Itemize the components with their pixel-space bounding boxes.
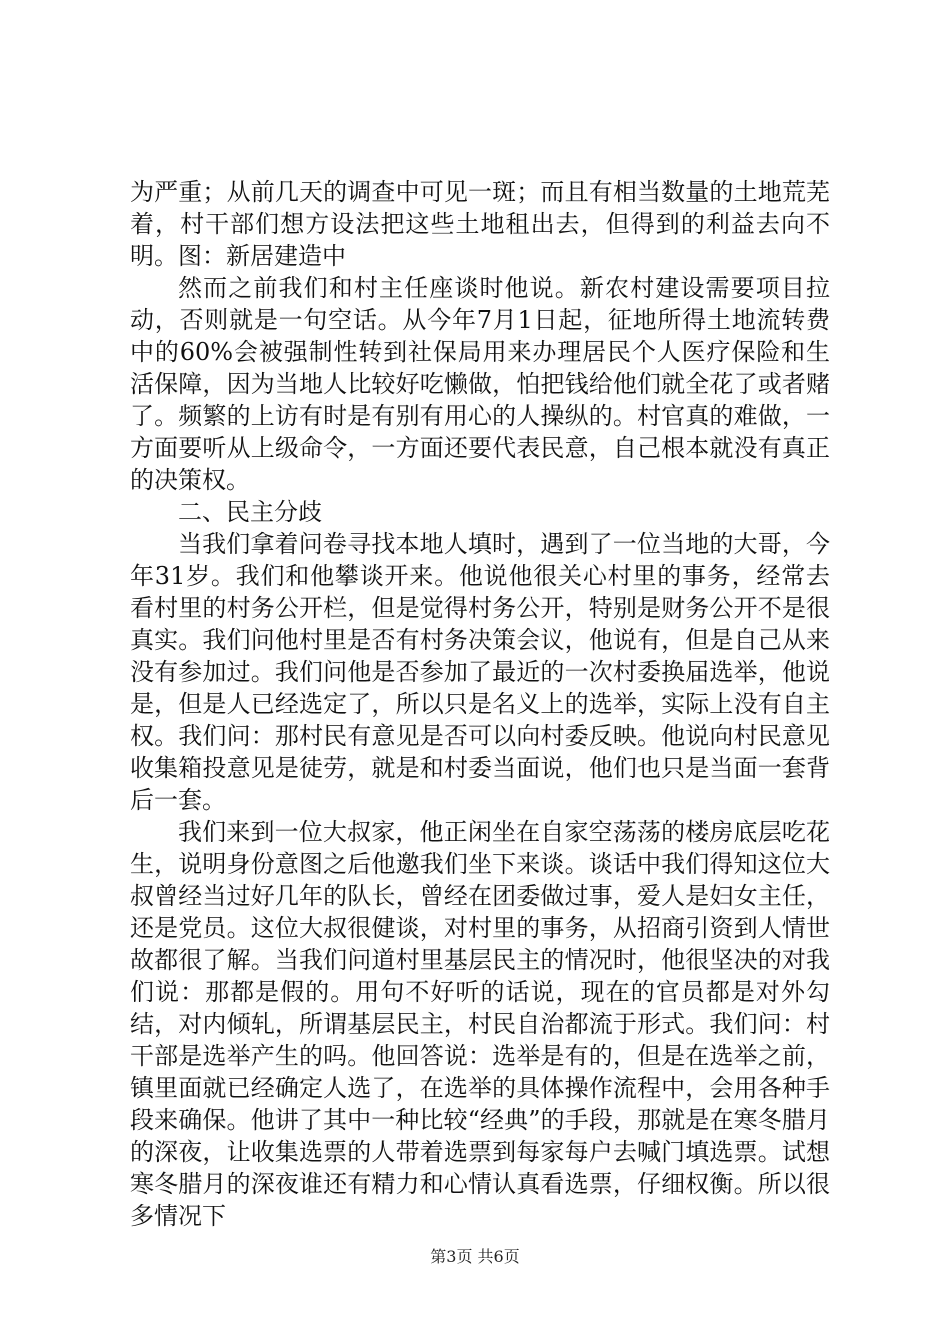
section-heading-democracy-divergence: 二、民主分歧 xyxy=(178,498,322,526)
paragraph-local-brother: 当我们拿着问卷寻找本地人填时，遇到了一位当地的大哥，今年31岁。我们和他攀谈开来。他说他很关心村里的事务，经常去看村里的村务公开栏，但是觉得村务公开，特别是财务公开不是很真实。我们问他村里是否有村务决策会议，他说有，但是自己从来没有参加过。我们问他是否参加了最近的一次村委换届选举，他说是，但是人已经选定了，所以只是名义上的选举，实际上没有自主权。我们问：那村民有意见是否可以向村委反映。他说向村民意见收集箱投意见是徒劳，就是和村委当面说，他们也只是当面一套背后一套。 xyxy=(130,530,830,814)
page-number-footer: 第3页 共6页 xyxy=(430,1247,520,1266)
paragraph-continued: 为严重；从前几天的调查中可见一斑；而且有相当数量的土地荒芜着，村干部们想方设法把这些土地租出去，但得到的利益去向不明。图：新居建造中 xyxy=(130,178,830,270)
paragraph-uncle-interview: 我们来到一位大叔家，他正闲坐在自家空荡荡的楼房底层吃花生，说明身份意图之后他邀我们坐下来谈。谈话中我们得知这位大叔曾经当过好几年的队长，曾经在团委做过事，爱人是妇女主任，还是党员。这位大叔很健谈，对村里的事务，从招商引资到人情世故都很了解。当我们问道村里基层民主的情况时，他很坚决的对我们说：那都是假的。用句不好听的话说，现在的官员都是对外勾结，对内倾轧，所谓基层民主，村民自治都流于形式。我们问：村干部是选举产生的吗。他回答说：选举是有的，但是在选举之前，镇里面就已经确定人选了，在选举的具体操作流程中，会用各种手段来确保。他讲了其中一种比较“经典”的手段，那就是在寒冬腊月的深夜，让收集选票的人带着选票到每家每户去喊门填选票。试想寒冬腊月的深夜谁还有精力和心情认真看选票，仔细权衡。所以很多情况下 xyxy=(130,818,830,1230)
paragraph-village-head-interview: 然而之前我们和村主任座谈时他说。新农村建设需要项目拉动，否则就是一句空话。从今年7月1日起，征地所得土地流转费中的60%会被强制性转到社保局用来办理居民个人医疗保险和生活保障，因为当地人比较好吃懒做，怕把钱给他们就全花了或者赌了。频繁的上访有时是有别有用心的人操纵的。村官真的难做，一方面要听从上级命令，一方面还要代表民意，自己根本就没有真正的决策权。 xyxy=(130,274,830,494)
document-body xyxy=(130,176,830,1232)
